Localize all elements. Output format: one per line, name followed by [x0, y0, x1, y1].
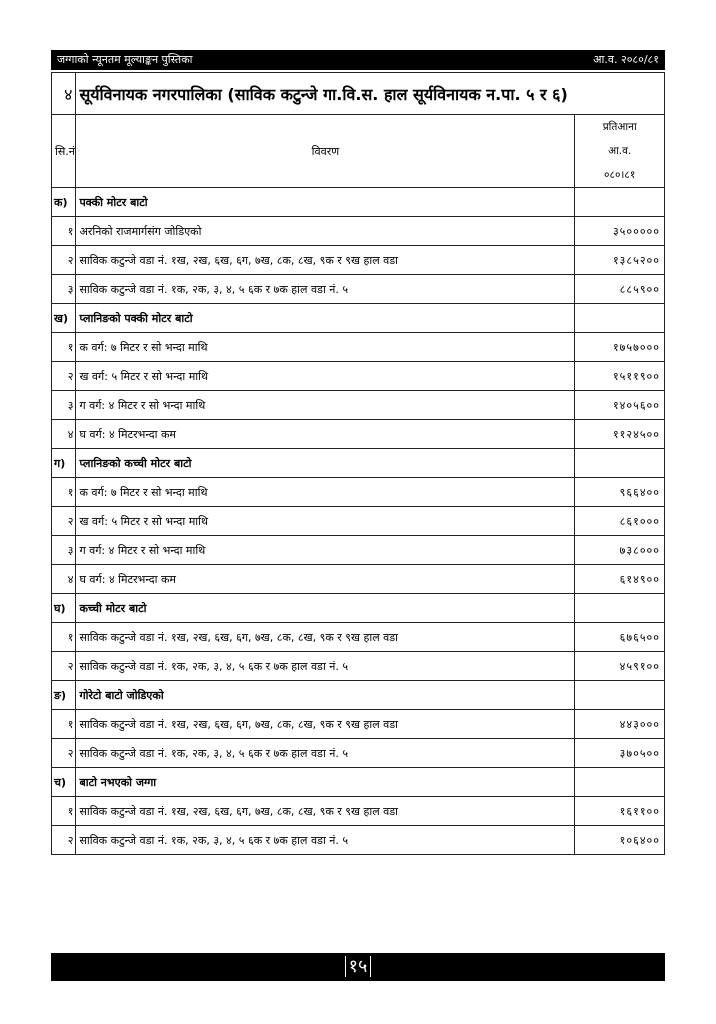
row-rate: ४५९१०० [575, 652, 665, 681]
row-serial: २ [52, 246, 76, 275]
table-row [52, 710, 665, 739]
category-title: बाटो नभएको जग्गा [76, 768, 575, 797]
row-serial: ३ [52, 275, 76, 304]
table-row [52, 362, 665, 391]
row-rate: ११२४५०० [575, 420, 665, 449]
row-serial: ४ [52, 420, 76, 449]
row-description: घ वर्ग: ४ मिटरभन्दा कम [76, 420, 575, 449]
page-footer-bar [51, 953, 665, 981]
category-code: क) [52, 188, 76, 217]
row-description: ख वर्ग: ५ मिटर र सो भन्दा माथि [76, 507, 575, 536]
row-description: साविक कटुन्जे वडा नं. १क, २क, ३, ४, ५ ६क र ७क हाल वडा नं. ५ [76, 275, 575, 304]
row-description: साविक कटुन्जे वडा नं. १क, २क, ३, ४, ५ ६क र ७क हाल वडा नं. ५ [76, 739, 575, 768]
category-rate-empty [575, 594, 665, 623]
row-serial: १ [52, 710, 76, 739]
row-rate: ६१४९०० [575, 565, 665, 594]
section-number: ४ [52, 73, 76, 115]
table-row [52, 565, 665, 594]
table-row [52, 275, 665, 304]
page-number: १५ [345, 956, 372, 977]
category-row [52, 449, 665, 478]
column-header-rate [575, 115, 665, 188]
row-rate: ४४३००० [575, 710, 665, 739]
section-title: सूर्यविनायक नगरपालिका (साविक कटुन्जे गा.वि.स. हाल सूर्यविनायक न.पा. ५ र ६) [76, 73, 665, 115]
category-code: ङ) [52, 681, 76, 710]
table-row [52, 652, 665, 681]
row-rate: १५११९०० [575, 362, 665, 391]
table-row [52, 217, 665, 246]
row-serial: १ [52, 478, 76, 507]
row-description: साविक कटुन्जे वडा नं. १ख, २ख, ६ख, ६ग, ७ख, ८क, ८ख, ९क र ९ख हाल वडा [76, 246, 575, 275]
document-header-bar [51, 50, 665, 70]
category-title: प्लानिङको पक्की मोटर बाटो [76, 304, 575, 333]
rate-header-line3: ०८०।८१ [604, 169, 636, 181]
category-rate-empty [575, 304, 665, 333]
row-description: क वर्ग: ७ मिटर र सो भन्दा माथि [76, 478, 575, 507]
row-rate: ३७०५०० [575, 739, 665, 768]
table-row [52, 739, 665, 768]
document-title: जग्गाको न्यूनतम मूल्याङ्कन पुस्तिका [57, 53, 193, 66]
row-description: साविक कटुन्जे वडा नं. १ख, २ख, ६ख, ६ग, ७ख, ८क, ८ख, ९क र ९ख हाल वडा [76, 710, 575, 739]
row-rate: ८६१००० [575, 507, 665, 536]
row-serial: २ [52, 507, 76, 536]
row-serial: १ [52, 217, 76, 246]
row-rate: १७५७००० [575, 333, 665, 362]
row-rate: १३८५२०० [575, 246, 665, 275]
row-rate: ९६६४०० [575, 478, 665, 507]
table-row [52, 826, 665, 855]
row-serial: १ [52, 797, 76, 826]
row-serial: ४ [52, 565, 76, 594]
category-title: पक्की मोटर बाटो [76, 188, 575, 217]
row-rate: १४०५६०० [575, 391, 665, 420]
category-code: च) [52, 768, 76, 797]
row-description: अरनिको राजमार्गसंग जोडिएको [76, 217, 575, 246]
row-rate: ७३८००० [575, 536, 665, 565]
category-title: प्लानिङको कच्ची मोटर बाटो [76, 449, 575, 478]
table-row [52, 478, 665, 507]
table-row [52, 507, 665, 536]
row-serial: २ [52, 362, 76, 391]
row-description: क वर्ग: ७ मिटर र सो भन्दा माथि [76, 333, 575, 362]
category-code: ग) [52, 449, 76, 478]
row-description: ख वर्ग: ५ मिटर र सो भन्दा माथि [76, 362, 575, 391]
table-row [52, 420, 665, 449]
fiscal-year: आ.व. २०८०/८१ [593, 53, 659, 66]
section-title-row [52, 73, 665, 115]
rate-header-line2: आ.व. [608, 145, 632, 157]
row-serial: २ [52, 826, 76, 855]
category-code: ख) [52, 304, 76, 333]
row-description: साविक कटुन्जे वडा नं. १ख, २ख, ६ख, ६ग, ७ख, ८क, ८ख, ९क र ९ख हाल वडा [76, 797, 575, 826]
category-rate-empty [575, 768, 665, 797]
table-row [52, 391, 665, 420]
row-serial: ३ [52, 536, 76, 565]
row-serial: १ [52, 333, 76, 362]
row-description: साविक कटुन्जे वडा नं. १क, २क, ३, ४, ५ ६क र ७क हाल वडा नं. ५ [76, 826, 575, 855]
table-row [52, 536, 665, 565]
row-serial: ३ [52, 391, 76, 420]
table-row [52, 333, 665, 362]
row-rate: १०६४०० [575, 826, 665, 855]
category-rate-empty [575, 188, 665, 217]
table-row [52, 797, 665, 826]
row-rate: ३५००००० [575, 217, 665, 246]
category-code: घ) [52, 594, 76, 623]
category-row [52, 768, 665, 797]
row-rate: ६७६५०० [575, 623, 665, 652]
category-row [52, 594, 665, 623]
category-row [52, 681, 665, 710]
row-serial: २ [52, 652, 76, 681]
rate-header-line1: प्रतिआना [602, 121, 637, 133]
category-title: गोरेटो बाटो जोडिएको [76, 681, 575, 710]
column-header-sn: सि.नं [52, 115, 76, 188]
category-row [52, 304, 665, 333]
table-header-row [52, 115, 665, 188]
valuation-table [51, 72, 665, 855]
row-description: ग वर्ग: ४ मिटर र सो भन्दा माथि [76, 391, 575, 420]
column-header-description: विवरण [76, 115, 575, 188]
category-rate-empty [575, 449, 665, 478]
row-description: साविक कटुन्जे वडा नं. १ख, २ख, ६ख, ६ग, ७ख, ८क, ८ख, ९क र ९ख हाल वडा [76, 623, 575, 652]
row-rate: ८८५९०० [575, 275, 665, 304]
table-row [52, 623, 665, 652]
category-row [52, 188, 665, 217]
row-serial: १ [52, 623, 76, 652]
row-rate: १६११०० [575, 797, 665, 826]
category-rate-empty [575, 681, 665, 710]
row-description: साविक कटुन्जे वडा नं. १क, २क, ३, ४, ५ ६क र ७क हाल वडा नं. ५ [76, 652, 575, 681]
table-row [52, 246, 665, 275]
row-description: घ वर्ग: ४ मिटरभन्दा कम [76, 565, 575, 594]
category-title: कच्ची मोटर बाटो [76, 594, 575, 623]
row-serial: २ [52, 739, 76, 768]
row-description: ग वर्ग: ४ मिटर र सो भन्दा माथि [76, 536, 575, 565]
